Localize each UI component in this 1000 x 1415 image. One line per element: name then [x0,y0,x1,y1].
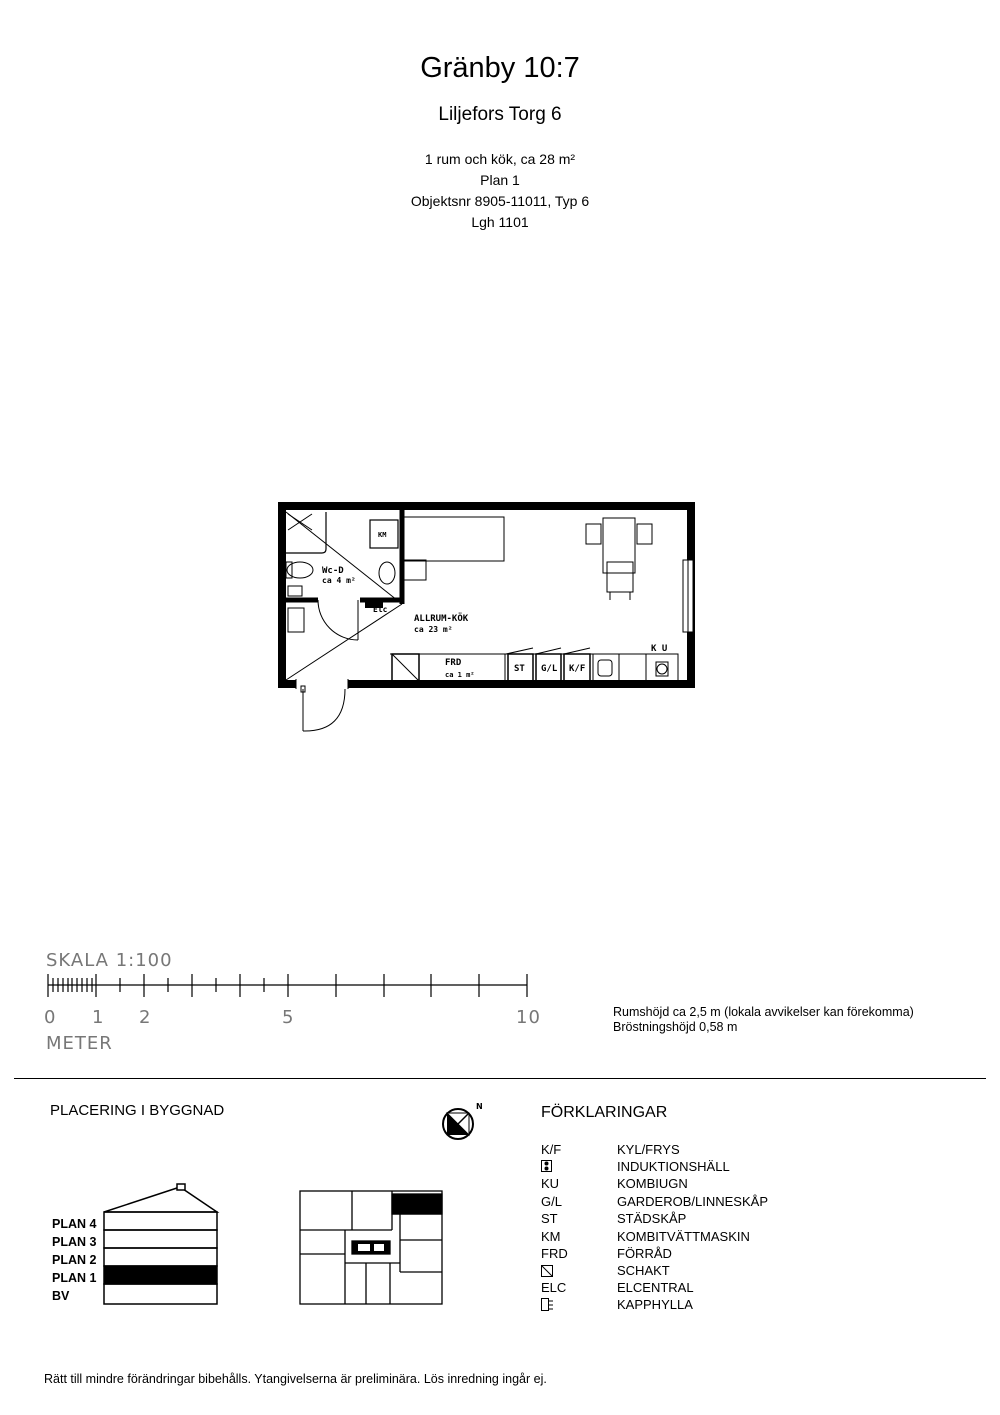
legend-desc-st: STÄDSKÅP [617,1211,687,1226]
living-area-label: ca 23 m² [414,625,453,634]
living-label: ALLRUM-KÖK [414,614,469,624]
legend-desc-elc: ELCENTRAL [617,1280,694,1295]
legend-code-kf: K/F [541,1142,562,1157]
gl-label: G/L [541,664,558,674]
floor-plan [282,506,693,731]
parapet-height-note: Bröstningshöjd 0,58 m [613,1020,738,1034]
induction-hob-icon [541,1160,553,1172]
km-label: KM [378,531,387,539]
north-arrow-icon [443,1102,483,1139]
building-plan [300,1191,442,1304]
floor-label-plan2: PLAN 2 [52,1253,97,1267]
apartment-number: Lgh 1101 [471,214,529,230]
scale-unit: METER [46,1033,113,1054]
scale-tick-1: 1 [92,1007,105,1028]
scale-tick-5: 5 [282,1007,295,1028]
legend-desc-frd: FÖRRÅD [617,1246,672,1261]
legend-desc-gl: GARDEROB/LINNESKÅP [617,1194,768,1209]
legend-desc-shaft: SCHAKT [617,1263,670,1278]
address: Liljefors Torg 6 [438,104,562,125]
legend-code-frd: FRD [541,1246,568,1261]
legend-code-gl: G/L [541,1194,562,1209]
document-title: Gränby 10:7 [420,52,580,84]
legend-desc-km: KOMBITVÄTTMASKIN [617,1229,750,1244]
section-divider [14,1078,986,1079]
coat-rack-icon [541,1298,555,1312]
scale-label: SKALA 1:100 [46,950,173,971]
legend-title: FÖRKLARINGAR [541,1104,668,1121]
ceiling-height-note: Rumshöjd ca 2,5 m (lokala avvikelser kan förekomma) [613,1005,914,1019]
shaft-icon [541,1265,553,1277]
floor-label-plan1: PLAN 1 [52,1271,97,1285]
apartment-size: 1 rum och kök, ca 28 m² [424,151,576,167]
legend-desc-kf: KYL/FRYS [617,1142,680,1157]
placement-title: PLACERING I BYGGNAD [50,1102,225,1119]
wc-label: Wc-D [322,566,344,576]
floor-label-plan4: PLAN 4 [52,1217,97,1231]
legend-desc-coat-rack: KAPPHYLLA [617,1297,693,1312]
object-number: Objektsnr 8905-11011, Typ 6 [410,193,590,209]
frd-area-label: ca 1 m² [445,671,475,679]
scale-tick-0: 0 [44,1007,57,1028]
legend-desc-ku: KOMBIUGN [617,1176,688,1191]
apartment-location [392,1194,442,1214]
legend-code-st: ST [541,1211,558,1226]
north-label: N [476,1102,483,1111]
frd-label: FRD [445,658,462,668]
elc-label: Elc [373,605,388,614]
height-notes [613,1005,914,1035]
legend-code-km: KM [541,1229,561,1244]
scale-tick-10: 10 [516,1007,541,1028]
floor-label-bv: BV [52,1289,70,1303]
current-floor-highlight [104,1266,217,1284]
scale-tick-2: 2 [139,1007,152,1028]
floor-number: Plan 1 [480,172,520,188]
legend-desc-induction: INDUKTIONSHÄLL [617,1159,730,1174]
building-section [104,1184,217,1304]
floor-label-plan3: PLAN 3 [52,1235,97,1249]
ku-label: K U [651,644,668,654]
legend-code-elc: ELC [541,1280,567,1295]
wc-area-label: ca 4 m² [322,576,356,585]
st-label: ST [514,664,525,674]
kf-label: K/F [569,664,586,674]
legend-code-ku: KU [541,1176,560,1191]
footer-disclaimer: Rätt till mindre förändringar bibehålls. Ytangivelserna är preliminära. Lös inredning ingår ej. [44,1372,547,1386]
scale-bar [48,974,527,997]
